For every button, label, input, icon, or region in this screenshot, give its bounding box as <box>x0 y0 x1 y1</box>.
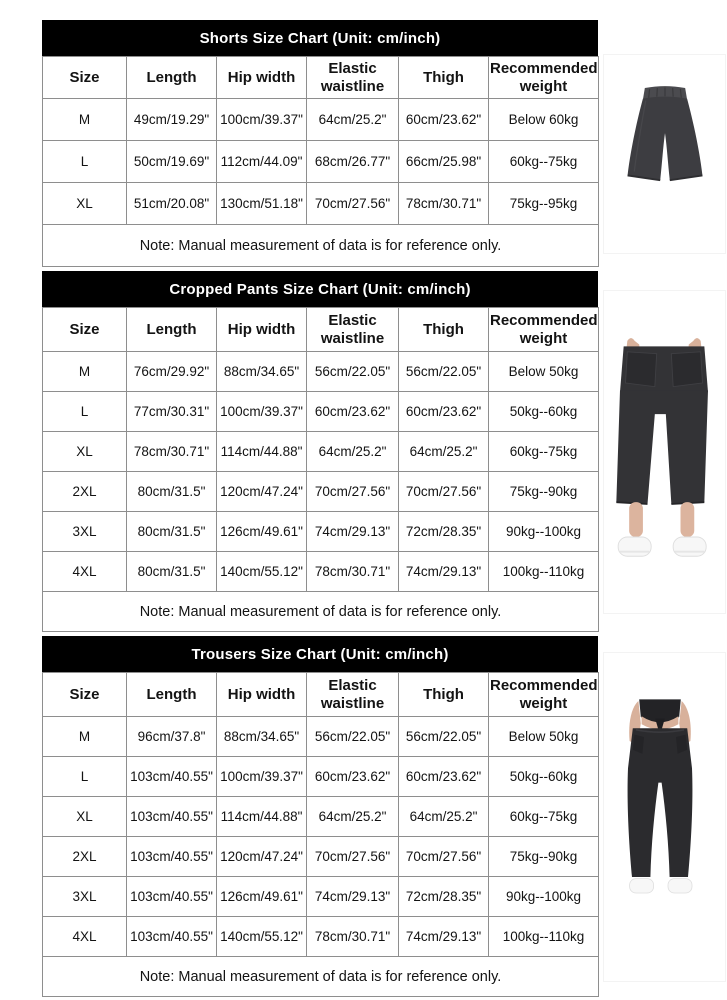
cell-recommended-weight: Below 60kg <box>489 99 599 141</box>
shorts-size-chart-section <box>42 20 598 267</box>
cell-hip-width: 100cm/39.37" <box>217 392 307 432</box>
cell-length: 103cm/40.55" <box>127 917 217 957</box>
column-header-hip-width: Hip width <box>217 673 307 717</box>
column-header-hip-width: Hip width <box>217 308 307 352</box>
table-row <box>43 99 599 141</box>
size-chart-stack <box>42 20 598 1000</box>
cell-hip-width: 120cm/47.24" <box>217 472 307 512</box>
column-header-size: Size <box>43 57 127 99</box>
cropped-pants-chart-title: Cropped Pants Size Chart (Unit: cm/inch) <box>42 271 598 307</box>
cell-length: 80cm/31.5" <box>127 512 217 552</box>
table-row <box>43 757 599 797</box>
trousers-product-image <box>603 652 726 982</box>
cell-elastic-waistline: 64cm/25.2" <box>307 432 399 472</box>
table-row <box>43 512 599 552</box>
cell-hip-width: 100cm/39.37" <box>217 757 307 797</box>
cell-length: 80cm/31.5" <box>127 552 217 592</box>
column-header-thigh: Thigh <box>399 57 489 99</box>
note-row <box>43 592 599 632</box>
cell-size: M <box>43 99 127 141</box>
cell-recommended-weight: Below 50kg <box>489 352 599 392</box>
cell-elastic-waistline: 78cm/30.71" <box>307 917 399 957</box>
cell-recommended-weight: 60kg--75kg <box>489 141 599 183</box>
cell-length: 80cm/31.5" <box>127 472 217 512</box>
cell-length: 51cm/20.08" <box>127 183 217 225</box>
cell-length: 78cm/30.71" <box>127 432 217 472</box>
cell-hip-width: 114cm/44.88" <box>217 432 307 472</box>
cell-thigh: 70cm/27.56" <box>399 837 489 877</box>
column-header-hip-width: Hip width <box>217 57 307 99</box>
cell-recommended-weight: Below 50kg <box>489 717 599 757</box>
table-header-row <box>43 673 599 717</box>
shorts-chart-title: Shorts Size Chart (Unit: cm/inch) <box>42 20 598 56</box>
cell-length: 103cm/40.55" <box>127 837 217 877</box>
table-row <box>43 432 599 472</box>
table-row <box>43 552 599 592</box>
cell-size: 3XL <box>43 512 127 552</box>
cell-size: 2XL <box>43 837 127 877</box>
cell-size: L <box>43 141 127 183</box>
cell-recommended-weight: 50kg--60kg <box>489 757 599 797</box>
cell-hip-width: 88cm/34.65" <box>217 352 307 392</box>
cell-length: 103cm/40.55" <box>127 877 217 917</box>
column-header-thigh: Thigh <box>399 673 489 717</box>
cell-size: 4XL <box>43 552 127 592</box>
cell-elastic-waistline: 64cm/25.2" <box>307 99 399 141</box>
column-header-elastic-waistline: Elastic waistline <box>307 57 399 99</box>
cell-thigh: 56cm/22.05" <box>399 352 489 392</box>
cell-elastic-waistline: 70cm/27.56" <box>307 837 399 877</box>
cropped-pants-size-table <box>42 307 599 632</box>
table-row <box>43 183 599 225</box>
cell-elastic-waistline: 74cm/29.13" <box>307 877 399 917</box>
cell-length: 50cm/19.69" <box>127 141 217 183</box>
trousers-illustration <box>612 699 708 895</box>
cell-length: 96cm/37.8" <box>127 717 217 757</box>
cell-thigh: 60cm/23.62" <box>399 99 489 141</box>
trousers-size-chart-section <box>42 636 598 997</box>
cell-recommended-weight: 60kg--75kg <box>489 797 599 837</box>
cell-elastic-waistline: 70cm/27.56" <box>307 183 399 225</box>
trousers-chart-title: Trousers Size Chart (Unit: cm/inch) <box>42 636 598 672</box>
cell-size: M <box>43 717 127 757</box>
cell-size: 3XL <box>43 877 127 917</box>
cell-thigh: 64cm/25.2" <box>399 797 489 837</box>
cell-elastic-waistline: 64cm/25.2" <box>307 797 399 837</box>
column-header-length: Length <box>127 673 217 717</box>
note-row <box>43 957 599 997</box>
cell-hip-width: 114cm/44.88" <box>217 797 307 837</box>
column-header-thigh: Thigh <box>399 308 489 352</box>
cell-recommended-weight: 75kg--95kg <box>489 183 599 225</box>
table-row <box>43 472 599 512</box>
cell-elastic-waistline: 68cm/26.77" <box>307 141 399 183</box>
table-row <box>43 352 599 392</box>
column-header-elastic-waistline: Elastic waistline <box>307 673 399 717</box>
cropped-pants-product-image <box>603 290 726 614</box>
cell-length: 103cm/40.55" <box>127 757 217 797</box>
table-row <box>43 141 599 183</box>
cropped-pants-illustration <box>609 323 719 575</box>
cell-size: 2XL <box>43 472 127 512</box>
cell-recommended-weight: 75kg--90kg <box>489 837 599 877</box>
cell-recommended-weight: 60kg--75kg <box>489 432 599 472</box>
measurement-note: Note: Manual measurement of data is for reference only. <box>43 957 599 997</box>
column-header-recommended-weight: Recommended weight <box>489 308 599 352</box>
trousers-size-table <box>42 672 599 997</box>
cell-thigh: 74cm/29.13" <box>399 552 489 592</box>
table-row <box>43 917 599 957</box>
cell-thigh: 70cm/27.56" <box>399 472 489 512</box>
cell-thigh: 56cm/22.05" <box>399 717 489 757</box>
cell-thigh: 64cm/25.2" <box>399 432 489 472</box>
cell-thigh: 78cm/30.71" <box>399 183 489 225</box>
table-row <box>43 877 599 917</box>
table-row <box>43 392 599 432</box>
table-header-row <box>43 57 599 99</box>
cell-size: XL <box>43 183 127 225</box>
cell-thigh: 74cm/29.13" <box>399 917 489 957</box>
cell-elastic-waistline: 60cm/23.62" <box>307 757 399 797</box>
column-header-size: Size <box>43 673 127 717</box>
column-header-length: Length <box>127 308 217 352</box>
cell-recommended-weight: 90kg--100kg <box>489 877 599 917</box>
cell-hip-width: 120cm/47.24" <box>217 837 307 877</box>
table-header-row <box>43 308 599 352</box>
cell-length: 103cm/40.55" <box>127 797 217 837</box>
cell-size: L <box>43 757 127 797</box>
cell-size: M <box>43 352 127 392</box>
table-row <box>43 797 599 837</box>
cell-hip-width: 130cm/51.18" <box>217 183 307 225</box>
column-header-elastic-waistline: Elastic waistline <box>307 308 399 352</box>
cell-size: 4XL <box>43 917 127 957</box>
cropped-pants-size-chart-section <box>42 271 598 632</box>
cell-recommended-weight: 50kg--60kg <box>489 392 599 432</box>
cell-elastic-waistline: 56cm/22.05" <box>307 717 399 757</box>
note-row <box>43 225 599 267</box>
shorts-product-image <box>603 54 726 254</box>
cell-size: XL <box>43 797 127 837</box>
table-row <box>43 717 599 757</box>
cell-thigh: 60cm/23.62" <box>399 392 489 432</box>
cell-hip-width: 126cm/49.61" <box>217 877 307 917</box>
cell-size: XL <box>43 432 127 472</box>
measurement-note: Note: Manual measurement of data is for reference only. <box>43 592 599 632</box>
cell-thigh: 72cm/28.35" <box>399 512 489 552</box>
cell-length: 76cm/29.92" <box>127 352 217 392</box>
cell-length: 49cm/19.29" <box>127 99 217 141</box>
cell-thigh: 72cm/28.35" <box>399 877 489 917</box>
shorts-size-table <box>42 56 599 267</box>
column-header-recommended-weight: Recommended weight <box>489 57 599 99</box>
cell-elastic-waistline: 74cm/29.13" <box>307 512 399 552</box>
measurement-note: Note: Manual measurement of data is for reference only. <box>43 225 599 267</box>
column-header-recommended-weight: Recommended weight <box>489 673 599 717</box>
column-header-length: Length <box>127 57 217 99</box>
cell-hip-width: 112cm/44.09" <box>217 141 307 183</box>
cell-hip-width: 126cm/49.61" <box>217 512 307 552</box>
cell-elastic-waistline: 78cm/30.71" <box>307 552 399 592</box>
cell-thigh: 60cm/23.62" <box>399 757 489 797</box>
cell-recommended-weight: 100kg--110kg <box>489 917 599 957</box>
cell-recommended-weight: 100kg--110kg <box>489 552 599 592</box>
table-row <box>43 837 599 877</box>
cell-hip-width: 88cm/34.65" <box>217 717 307 757</box>
cell-elastic-waistline: 60cm/23.62" <box>307 392 399 432</box>
column-header-size: Size <box>43 308 127 352</box>
cell-recommended-weight: 90kg--100kg <box>489 512 599 552</box>
cell-length: 77cm/30.31" <box>127 392 217 432</box>
cell-recommended-weight: 75kg--90kg <box>489 472 599 512</box>
cell-size: L <box>43 392 127 432</box>
cell-thigh: 66cm/25.98" <box>399 141 489 183</box>
cell-hip-width: 140cm/55.12" <box>217 552 307 592</box>
cell-elastic-waistline: 70cm/27.56" <box>307 472 399 512</box>
cell-hip-width: 140cm/55.12" <box>217 917 307 957</box>
cell-elastic-waistline: 56cm/22.05" <box>307 352 399 392</box>
cell-hip-width: 100cm/39.37" <box>217 99 307 141</box>
shorts-illustration <box>617 83 713 191</box>
